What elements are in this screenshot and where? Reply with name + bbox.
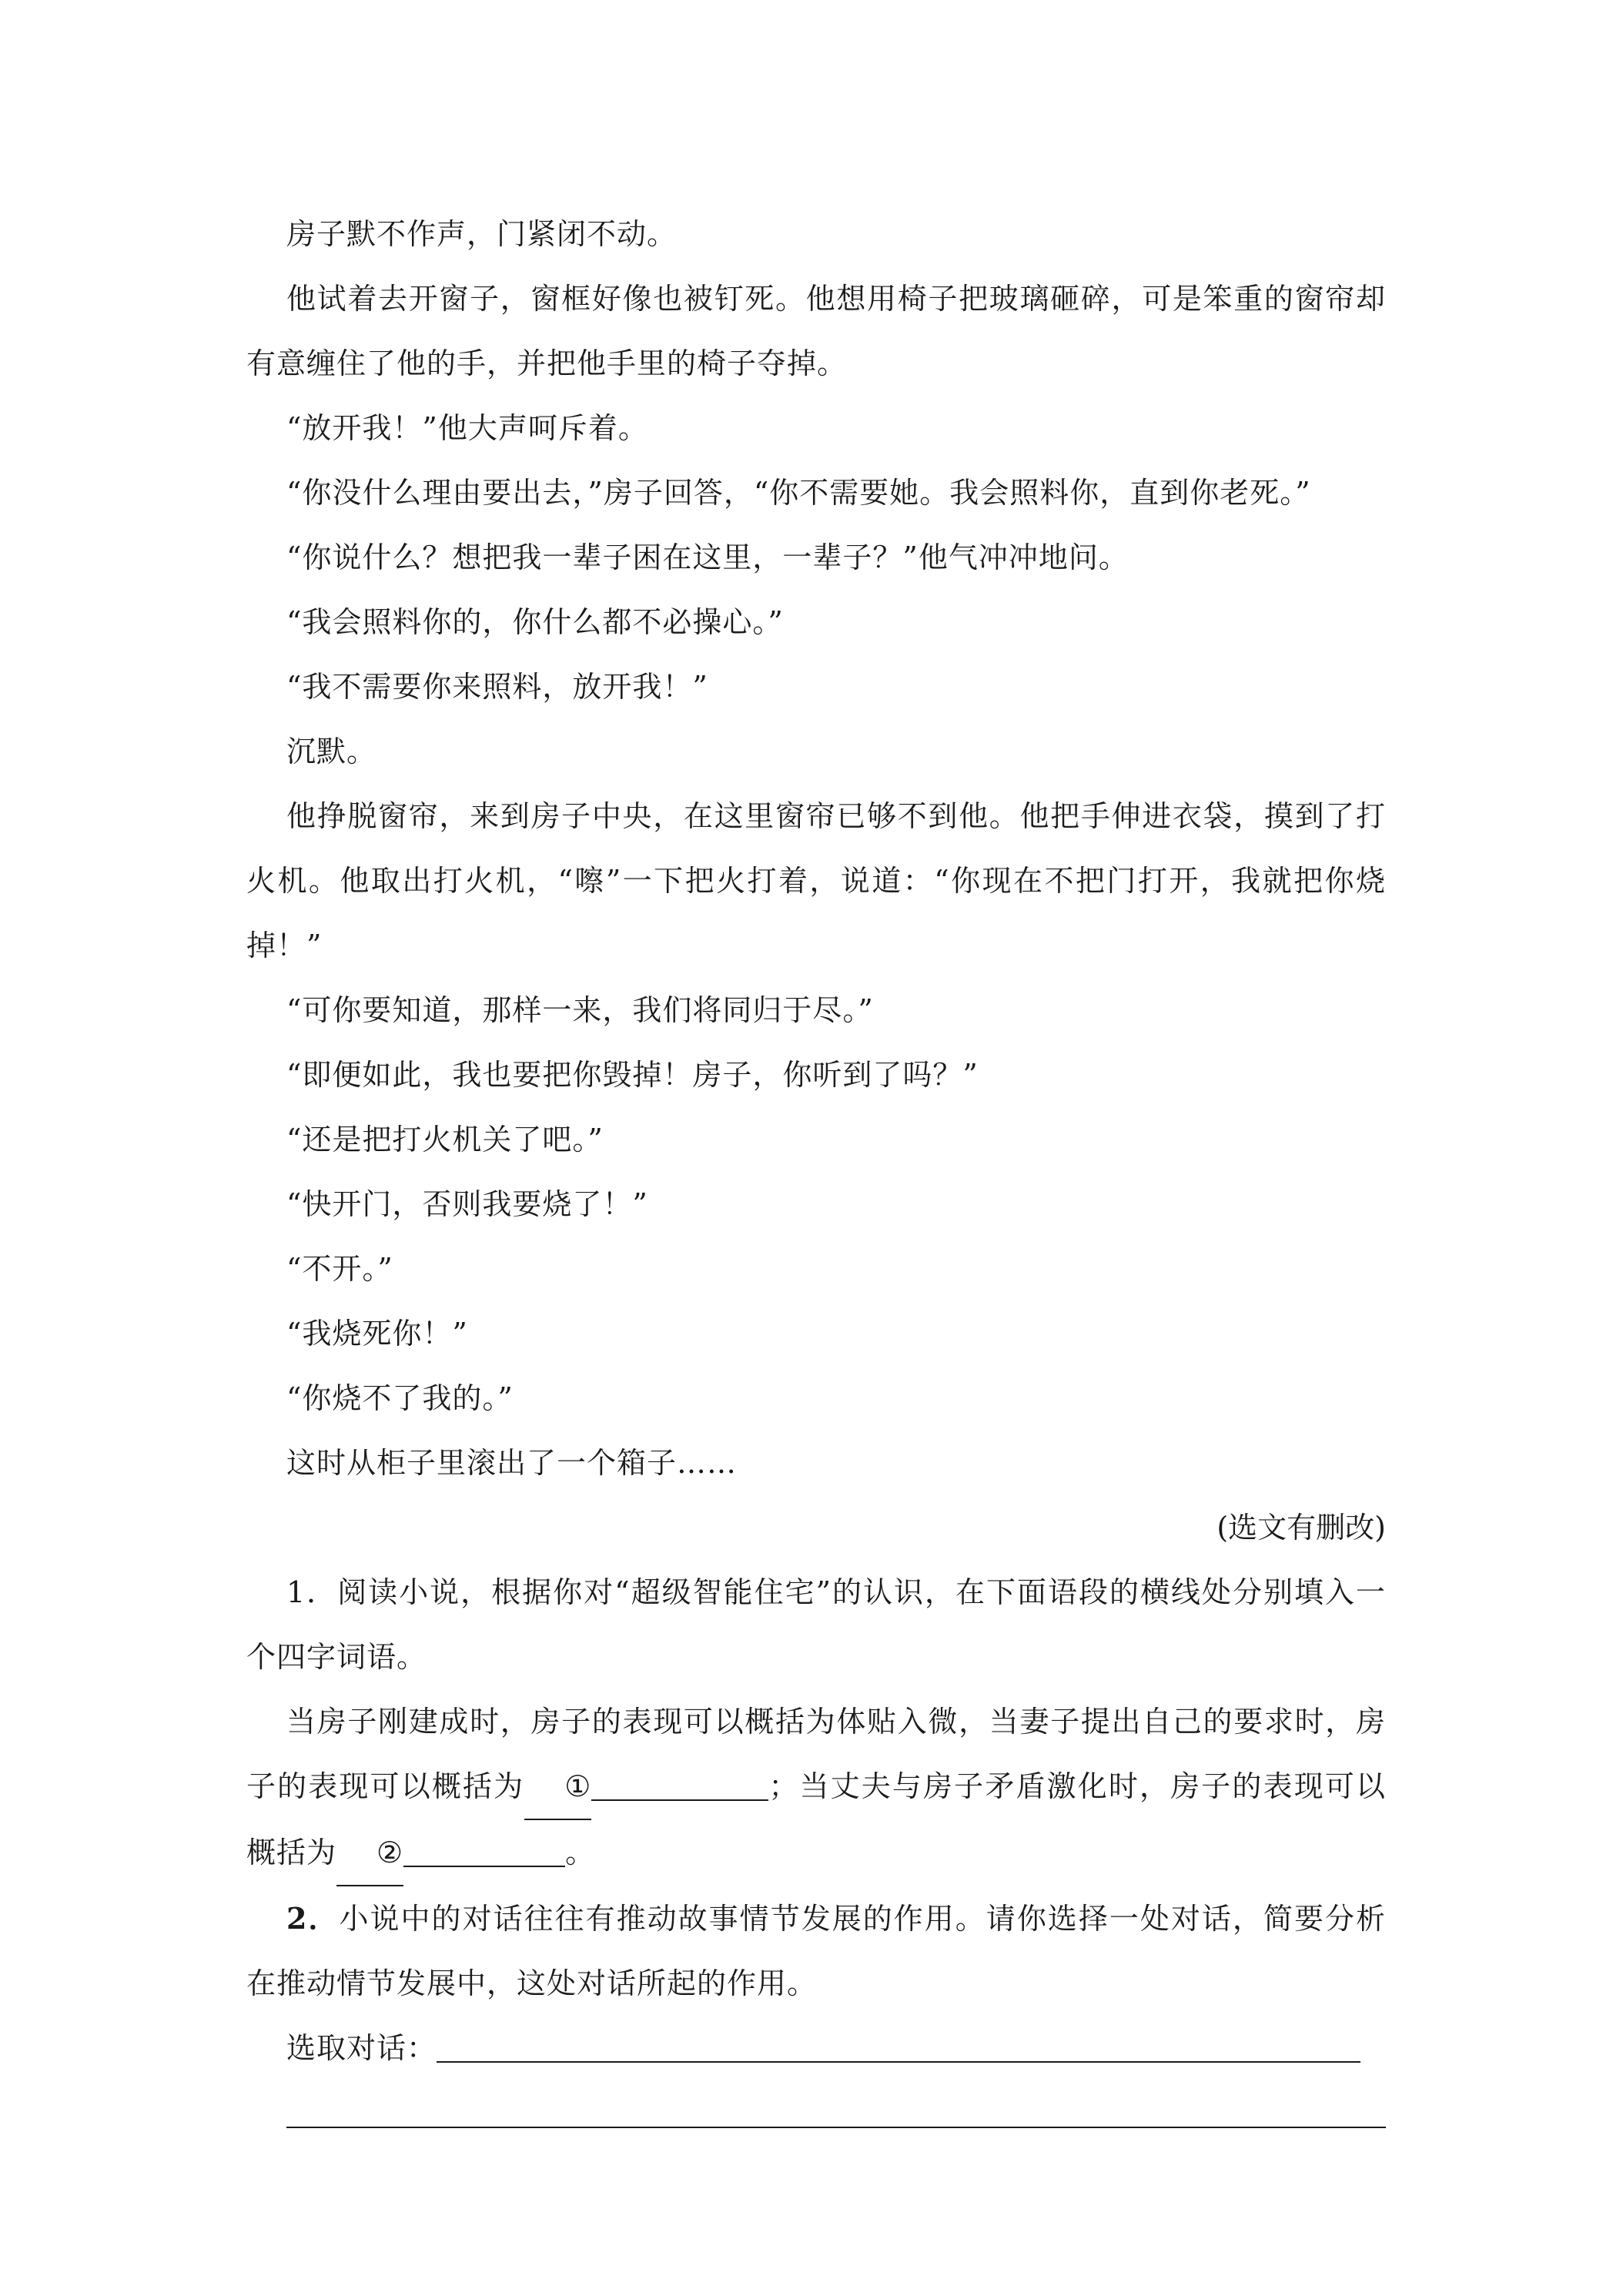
story-paragraph: 这时从柜子里滚出了一个箱子…… — [286, 1446, 738, 1480]
blank-1-mark: ① — [524, 1754, 591, 1820]
question-text: 阅读小说，根据你对“超级智能住宅”的认识，在下面语段的横线处分别填入一个四字词语。 — [246, 1575, 1387, 1674]
story-paragraph: “我烧死你！” — [286, 1317, 468, 1350]
passage-end: 。 — [565, 1836, 596, 1869]
story-text — [246, 202, 1386, 1560]
question-number: 1． — [286, 1575, 338, 1609]
question-1-prompt — [246, 1560, 1386, 1689]
blank-1-input[interactable] — [591, 1769, 768, 1801]
question-1-passage — [246, 1689, 1386, 1886]
story-paragraph: “快开门，否则我要烧了！” — [286, 1187, 648, 1221]
passage-text: 当房子刚建成时，房子的表现可以概括为体贴入微，当妻子提出自己的要求时，房子的表现可以概括为 — [246, 1705, 1386, 1803]
answer-line-2[interactable] — [286, 2080, 1386, 2145]
question-text: 小说中的对话往往有推动故事情节发展的作用。请你选择一处对话，简要分析在推动情节发展中，这处对话所起的作用。 — [246, 1902, 1386, 2000]
answer-label: 选取对话： — [286, 2031, 437, 2065]
story-paragraph: 他试着去开窗子，窗框好像也被钉死。他想用椅子把玻璃砸碎，可是笨重的窗帘却有意缠住了他的手，并把他手里的椅子夺掉。 — [246, 282, 1386, 380]
question-1 — [246, 1560, 1386, 1886]
story-paragraph: “你烧不了我的。” — [286, 1381, 514, 1415]
blank-2-input[interactable] — [403, 1835, 565, 1867]
story-paragraph: “不开。” — [286, 1252, 393, 1286]
source-note: (选文有删改) — [1216, 1511, 1386, 1545]
story-paragraph: 沉默。 — [286, 735, 377, 768]
story-paragraph: “你没什么理由要出去，”房子回答，“你不需要她。我会照料你，直到你老死。” — [286, 476, 1311, 510]
story-paragraph: “可你要知道，那样一来，我们将同归于尽。” — [286, 993, 874, 1027]
question-number: 2． — [286, 1901, 340, 1936]
story-paragraph: “还是把打火机关了吧。” — [286, 1123, 604, 1156]
question-2 — [246, 1886, 1386, 2145]
answer-row — [246, 2016, 1386, 2080]
story-paragraph: “即便如此，我也要把你毁掉！房子，你听到了吗？” — [286, 1058, 979, 1092]
story-paragraph: “我会照料你的，你什么都不必操心。” — [286, 605, 784, 639]
answer-rule — [286, 2127, 1386, 2128]
story-paragraph: “放开我！”他大声呵斥着。 — [286, 411, 648, 445]
question-2-prompt — [246, 1886, 1386, 2016]
blank-2-mark: ② — [336, 1820, 403, 1886]
story-paragraph: “我不需要你来照料，放开我！” — [286, 670, 708, 704]
story-paragraph: 房子默不作声，门紧闭不动。 — [286, 217, 678, 251]
story-paragraph: 他挣脱窗帘，来到房子中央，在这里窗帘已够不到他。他把手伸进衣袋，摸到了打火机。他取出打火机，“嚓”一下把火打着，说道：“你现在不把门打开，我就把你烧掉！” — [246, 799, 1386, 962]
document-page — [246, 202, 1386, 2145]
answer-line-1[interactable] — [437, 2030, 1360, 2063]
passage-text: ；当丈夫与房子矛盾激化时，房子的表现可以概括为 — [246, 1769, 1386, 1869]
story-paragraph: “你说什么？想把我一辈子困在这里，一辈子？”他气冲冲地问。 — [286, 541, 1129, 574]
